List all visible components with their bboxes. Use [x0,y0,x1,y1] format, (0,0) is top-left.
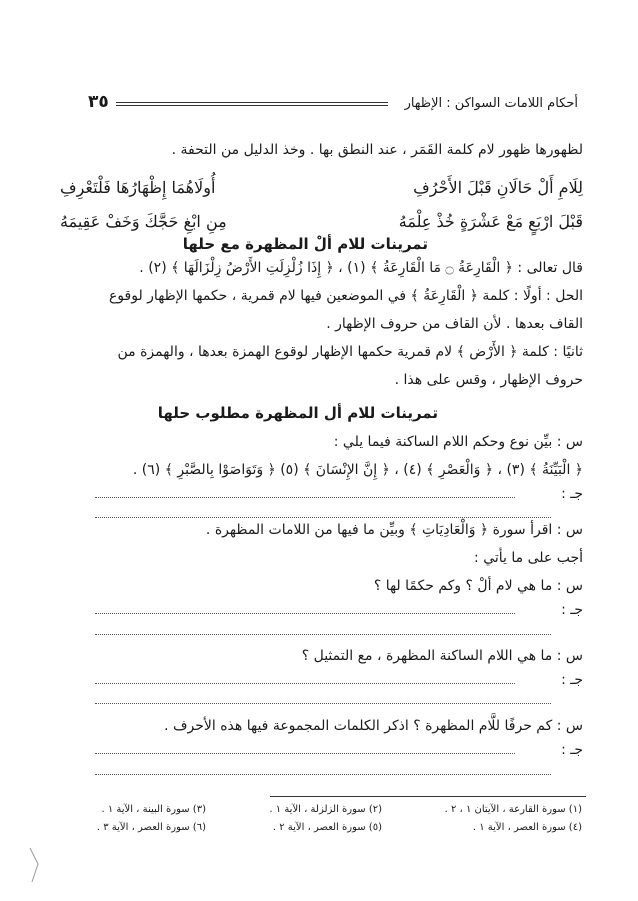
poem-line2-right: قَبْلَ ارْبَعٍ مَعْ عَشْرَةٍ خُذْ عِلْمَهُ [398,212,583,231]
intro-line: لظهورها ظهور لام كلمة القَمَر ، عند النطق بها . وخذ الدليل من التحفة . [171,142,583,158]
footnote-5: (٥) سورة العصر ، الآية ٢ . [272,822,382,833]
section2-heading: تمرينات للام أل المظهرة مطلوب حلها [157,404,438,422]
poem-line1-left: أُولَاهُمَا إِظْهَارُهَا فَلْتَعْرِفِ [60,178,216,197]
question-3: س : ما هي لام ألْ ؟ وكم حكمًا لها ؟ [373,578,583,594]
answer-label-5: جـ : [561,742,583,758]
exercise-question: قال تعالى : ﴿ الْقَارِعَةُ ۝ مَا الْقَارِعَةُ ﴾ (١) ، ﴿ إِذَا زُلْزِلَتِ الأَرْضُ زِلْزَالَهَا ﴾ (٢) . [139,260,583,276]
footnote-6: (٦) سورة العصر ، الآية ٣ . [96,822,206,833]
answer-line [95,683,515,684]
header-rule-double [116,105,388,106]
answer-line [95,613,515,614]
answer-line [95,774,551,775]
answer-line [95,753,515,754]
scan-corner-mark [28,846,46,884]
footnote-1: (١) سورة القارعة ، الآيتان ١ ، ٢ . [444,804,582,815]
solution-line-2: القاف بعدها . لأن القاف من حروف الإظهار . [326,316,583,332]
running-header-title: أحكام اللامات السواكن : الإظهار [404,96,578,111]
question-1: س : بيِّن نوع وحكم اللام الساكنة فيما يلي : [333,434,583,450]
question-2: س : اقرأ سورة ﴿ وَالْعَادِيَاتِ ﴾ وبيِّن ما فيها من اللامات المظهرة . [205,522,583,538]
question-1-verses: ﴿ الْبَيِّنَةُ ﴾ (٣) ، ﴿ وَالْعَصْرِ ﴾ (٤) ، ﴿ إِنَّ الإِنْسَانَ ﴾ (٥) ﴿ وَتَوَاصَوْا بِالصَّبْرِ ﴾ (٦) . [132,462,583,478]
question-3-intro: أجب على ما يأتي : [474,550,583,566]
question-5: س : كم حرفًا للَّام المظهرة ؟ اذكر الكلمات المجموعة فيها هذه الأحرف . [164,718,583,734]
footnote-3: (٣) سورة البينة ، الآية ١ . [101,804,206,815]
answer-label-3: جـ : [561,602,583,618]
question-4: س : ما هي اللام الساكنة المظهرة ، مع التمثيل ؟ [301,648,583,664]
section1-heading: تمرينات للام ألْ المظهرة مع حلها [182,235,428,253]
answer-label-4: جـ : [561,672,583,688]
poem-line1-right: لِلَامِ أَلْ حَالَانِ قَبْلَ الأَحْرُفِ [413,178,583,197]
header-rule [116,102,388,103]
answer-line [95,703,551,704]
answer-line [95,497,515,498]
page-number: ٣٥ [88,92,109,112]
footnote-4: (٤) سورة العصر ، الآية ١ . [472,822,582,833]
footnote-rule [270,796,586,797]
solution-line-4: حروف الإظهار ، وقس على هذا . [394,372,583,388]
solution-line-3: ثانيًا : كلمة ﴿ الأَرْض ﴾ لام قمرية حكمها الإظهار لوقوع الهمزة بعدها ، والهمزة من [117,344,583,360]
poem-line2-left: مِنِ ابْغِ حَجَّكَ وَخَفْ عَقِيمَهُ [60,212,227,231]
answer-line [95,517,551,518]
footnote-2: (٢) سورة الزلزلة ، الآية ١ . [269,804,382,815]
solution-line-1: الحل : أولًا : كلمة ﴿ الْقَارِعَةُ ﴾ في الموضعين فيها لام قمرية ، حكمها الإظهار لوقوع [108,288,583,304]
answer-label-1: جـ : [561,486,583,502]
answer-line [95,634,551,635]
